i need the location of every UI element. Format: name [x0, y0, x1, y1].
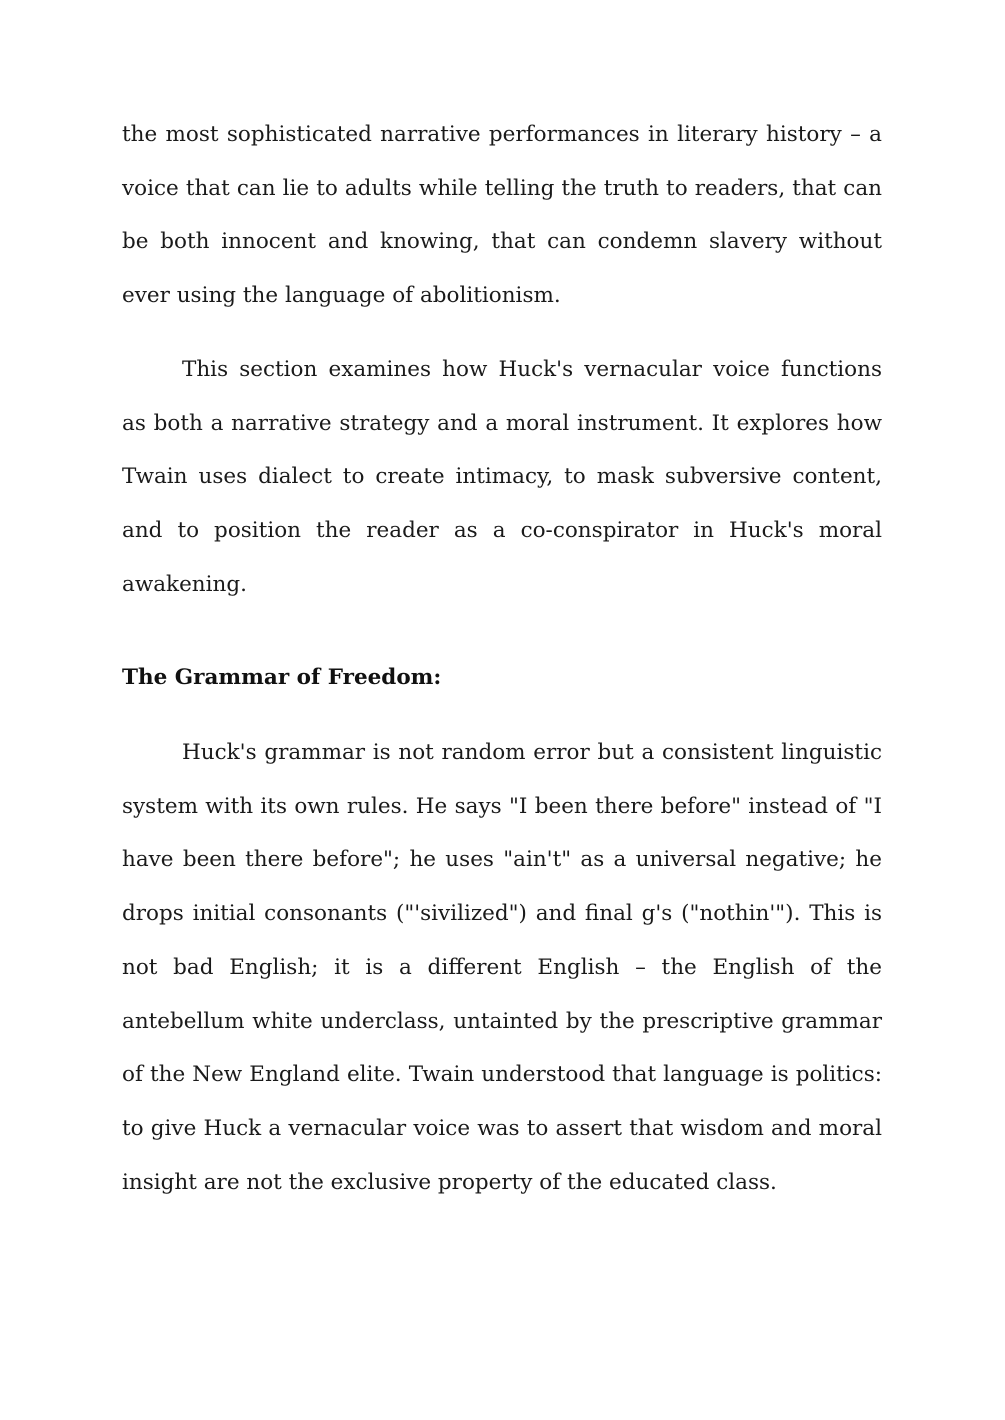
- grammar-of-freedom-paragraph: Huck's grammar is not random error but a consistent linguistic system with its own rules. He says "I been there before" instead of "I have been there before"; he uses "ain't" as a universal negative; he drops initial consonants ("'sivilized") and final g's ("nothin'"). This is not bad English; it is a different English – the English of the antebellum white underclass, untainted by the prescriptive grammar of the New England elite. Twain understood that language is politics: to give Huck a vernacular voice was to assert that wisdom and moral insight are not the exclusive property of the educated class.: [122, 740, 882, 1195]
- section-intro-paragraph: This section examines how Huck's vernacular voice functions as both a narrative strategy and a moral instrument. It explores how Twain uses dialect to create intimacy, to mask subversive content, and to position the reader as a co-conspirator in Huck's moral awakening.: [122, 357, 882, 597]
- section-heading: The Grammar of Freedom:: [122, 665, 442, 690]
- continuation-paragraph: the most sophisticated narrative performances in literary history – a voice that can lie to adults while telling the truth to readers, that can be both innocent and knowing, that can condemn slavery without ever using the language of abolitionism.: [122, 122, 882, 309]
